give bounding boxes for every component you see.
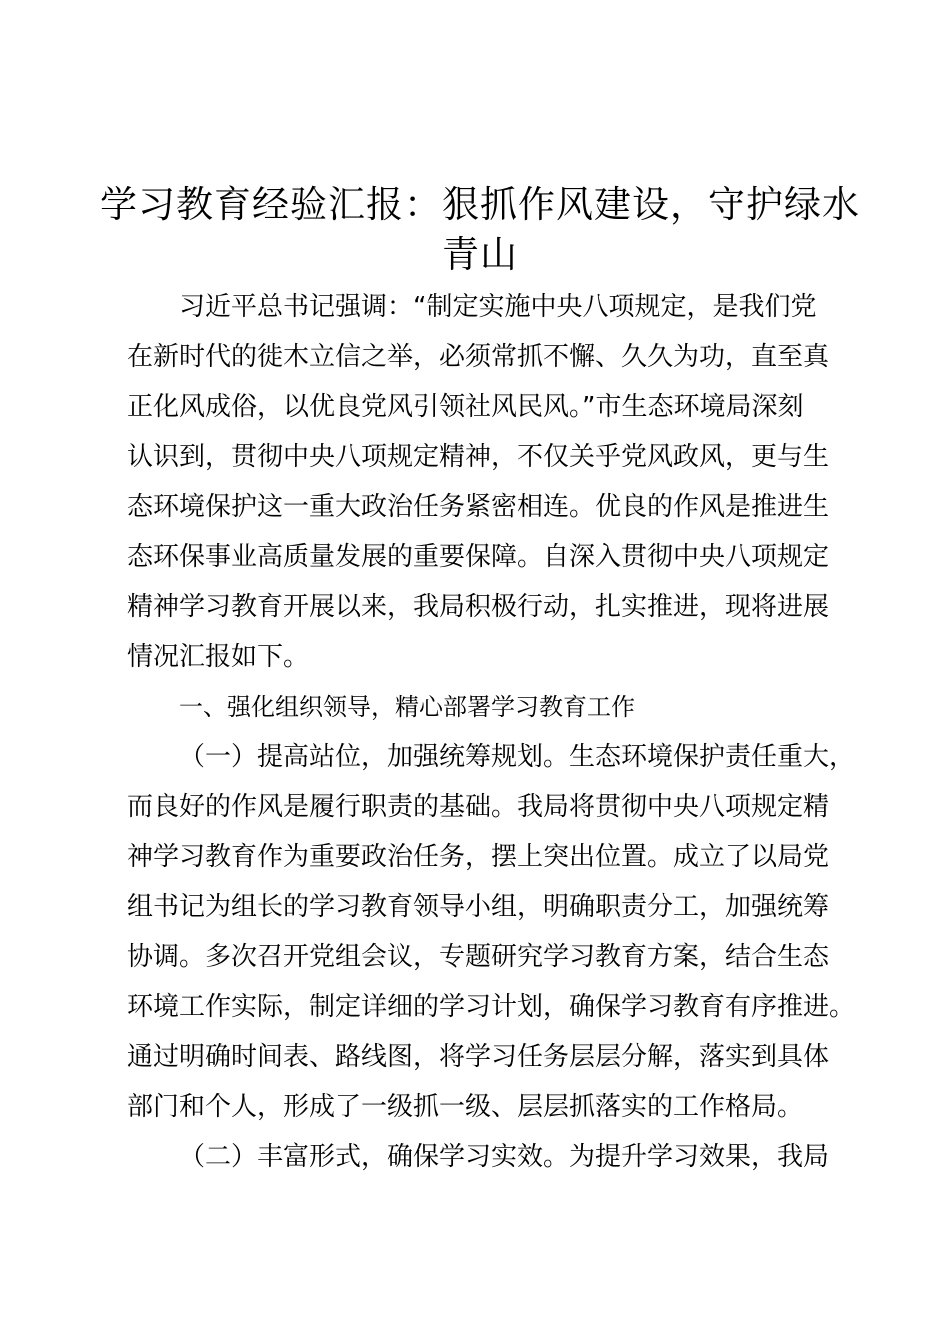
document-body bbox=[127, 282, 856, 1182]
subsection-line: 协调。多次召开党组会议，专题研究学习教育方案，结合生态 bbox=[127, 942, 830, 972]
subsection-line: 部门和个人，形成了一级抓一级、层层抓落实的工作格局。 bbox=[127, 1092, 804, 1122]
subsection-line: 神学习教育作为重要政治任务，摆上突出位置。成立了以局党 bbox=[127, 842, 830, 872]
intro-line: 习近平总书记强调：“制定实施中央八项规定，是我们党 bbox=[179, 292, 817, 322]
subsection-line: 而良好的作风是履行职责的基础。我局将贯彻中央八项规定精 bbox=[127, 792, 830, 822]
intro-line: 态环境保护这一重大政治任务紧密相连。优良的作风是推进生 bbox=[127, 492, 830, 522]
subsection-line: 通过明确时间表、路线图，将学习任务层层分解，落实到具体 bbox=[127, 1042, 830, 1072]
subsection-line: 组书记为组长的学习教育领导小组，明确职责分工，加强统筹 bbox=[127, 892, 830, 922]
intro-line: 态环保事业高质量发展的重要保障。自深入贯彻中央八项规定 bbox=[127, 542, 830, 572]
intro-line: 在新时代的徙木立信之举，必须常抓不懈、久久为功，直至真 bbox=[127, 342, 830, 372]
subsection-line: （一）提高站位，加强统筹规划。生态环境保护责任重大， bbox=[179, 742, 856, 772]
intro-line: 正化风成俗，以优良党风引领社风民风。”市生态环境局深刻 bbox=[127, 392, 804, 422]
intro-line: 认识到，贯彻中央八项规定精神，不仅关乎党风政风，更与生 bbox=[127, 442, 830, 472]
document-title bbox=[100, 180, 860, 280]
intro-line: 精神学习教育开展以来，我局积极行动，扎实推进，现将进展 bbox=[127, 592, 830, 622]
subsection-line: 环境工作实际，制定详细的学习计划，确保学习教育有序推进。 bbox=[127, 992, 856, 1022]
intro-line: 情况汇报如下。 bbox=[127, 642, 310, 672]
section-heading: 一、强化组织领导，精心部署学习教育工作 bbox=[179, 693, 635, 721]
title-line-2: 青山 bbox=[442, 233, 518, 276]
subsection-line: （二）丰富形式，确保学习实效。为提升学习效果，我局 bbox=[179, 1142, 830, 1172]
title-line-1: 学习教育经验汇报：狠抓作风建设，守护绿水 bbox=[100, 183, 860, 226]
